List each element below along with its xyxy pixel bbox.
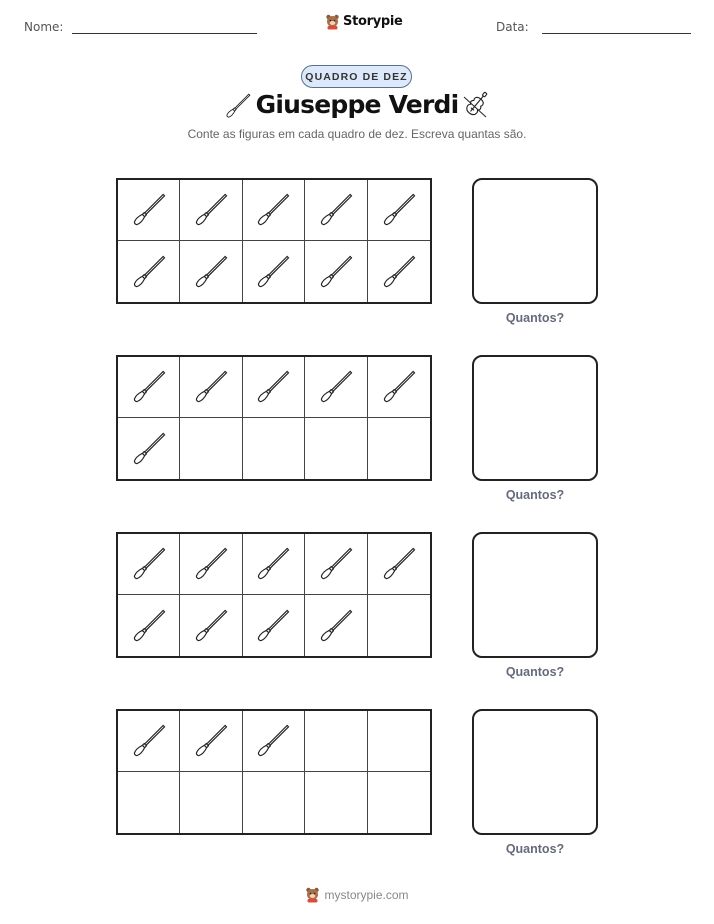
answer-box-2[interactable]: [472, 355, 598, 481]
ten-frame-cell: [118, 357, 180, 418]
ten-frame-cell: [368, 711, 430, 772]
baton-icon: [315, 366, 357, 408]
answer-box-1[interactable]: [472, 178, 598, 304]
ten-frame-cell: [118, 180, 180, 241]
baton-icon: [190, 366, 232, 408]
baton-icon: [128, 543, 170, 585]
ten-frame-cell: [305, 180, 367, 241]
ten-frame-cell: [368, 595, 430, 656]
ten-frame-4: [116, 709, 432, 835]
ten-frame-cell: [118, 534, 180, 595]
ten-frame-cell: [368, 241, 430, 302]
ten-frame-cell: [118, 241, 180, 302]
ten-frame-cell: [180, 241, 242, 302]
ten-frame-cell: [368, 357, 430, 418]
baton-icon: [315, 189, 357, 231]
date-line[interactable]: [542, 33, 691, 34]
ten-frame-cell: [180, 357, 242, 418]
baton-icon: [378, 366, 420, 408]
title-row: [0, 88, 714, 128]
footer: [0, 886, 714, 903]
ten-frame-cell: [180, 534, 242, 595]
ten-frame-cell: [118, 772, 180, 833]
ten-frame-cell: [243, 241, 305, 302]
baton-icon: [315, 251, 357, 293]
answer-label: Quantos?: [505, 665, 565, 679]
baton-icon: [252, 720, 294, 762]
baton-icon: [128, 366, 170, 408]
bear-mascot-icon: [325, 13, 340, 30]
date-label: Data:: [496, 20, 529, 34]
baton-icon: [128, 605, 170, 647]
ten-frame-cell: [118, 711, 180, 772]
footer-url: mystorypie.com: [324, 887, 409, 902]
answer-label: Quantos?: [505, 311, 565, 325]
answer-label: Quantos?: [505, 842, 565, 856]
ten-frame-cell: [243, 711, 305, 772]
baton-icon: [190, 189, 232, 231]
name-label: Nome:: [24, 20, 64, 34]
ten-frame-cell: [118, 418, 180, 479]
ten-frame-1: [116, 178, 432, 304]
baton-icon: [315, 605, 357, 647]
ten-frame-cell: [180, 772, 242, 833]
baton-icon: [190, 543, 232, 585]
baton-icon: [252, 366, 294, 408]
ten-frame-cell: [243, 772, 305, 833]
ten-frame-cell: [305, 418, 367, 479]
violin-icon: [458, 89, 492, 123]
baton-icon: [378, 189, 420, 231]
baton-icon: [128, 428, 170, 470]
baton-icon: [190, 720, 232, 762]
baton-icon: [252, 251, 294, 293]
ten-frame-cell: [180, 711, 242, 772]
baton-icon: [128, 189, 170, 231]
name-line[interactable]: [72, 33, 257, 34]
ten-frame-cell: [243, 534, 305, 595]
worksheet-type-badge: QUADRO DE DEZ: [301, 65, 412, 88]
ten-frame-cell: [305, 534, 367, 595]
ten-frame-cell: [118, 595, 180, 656]
ten-frame-cell: [243, 357, 305, 418]
ten-frame-cell: [368, 180, 430, 241]
baton-icon: [252, 605, 294, 647]
baton-icon: [190, 605, 232, 647]
ten-frame-cell: [305, 772, 367, 833]
ten-frame-cell: [305, 357, 367, 418]
ten-frame-cell: [180, 418, 242, 479]
ten-frame-cell: [243, 418, 305, 479]
baton-icon: [128, 720, 170, 762]
ten-frame-cell: [180, 180, 242, 241]
brand-name: Storypie: [343, 14, 403, 29]
instructions: Conte as figuras em cada quadro de dez. Escreva quantas são.: [187, 127, 527, 141]
ten-frame-cell: [368, 534, 430, 595]
ten-frame-3: [116, 532, 432, 658]
ten-frame-cell: [180, 595, 242, 656]
baton-icon: [190, 251, 232, 293]
ten-frame-cell: [368, 418, 430, 479]
ten-frame-cell: [305, 595, 367, 656]
baton-icon: [252, 543, 294, 585]
ten-frame-cell: [243, 180, 305, 241]
baton-icon: [252, 189, 294, 231]
ten-frame-cell: [305, 241, 367, 302]
baton-icon: [378, 251, 420, 293]
bear-mascot-icon: [305, 886, 320, 903]
ten-frame-cell: [243, 595, 305, 656]
ten-frame-2: [116, 355, 432, 481]
answer-label: Quantos?: [505, 488, 565, 502]
baton-icon: [315, 543, 357, 585]
ten-frame-cell: [305, 711, 367, 772]
answer-box-4[interactable]: [472, 709, 598, 835]
ten-frame-cell: [368, 772, 430, 833]
baton-icon: [378, 543, 420, 585]
baton-icon: [128, 251, 170, 293]
page-title: Giuseppe Verdi: [255, 90, 459, 119]
answer-box-3[interactable]: [472, 532, 598, 658]
brand-logo: [325, 13, 403, 30]
